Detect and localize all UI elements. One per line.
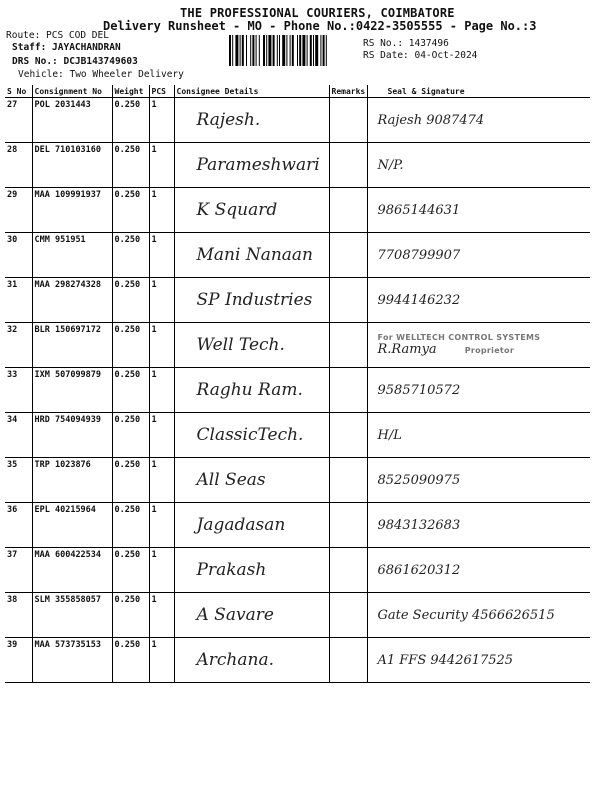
cell-consignee: Raghu Ram. (174, 368, 329, 413)
col-header-pcs: PCS (149, 85, 174, 98)
drs-text: DRS No.: DCJB143749603 (12, 56, 138, 67)
cell-consignee: Archana. (174, 638, 329, 683)
barcode-icon (229, 35, 357, 66)
rs-number: RS No.: 1437496 (363, 38, 449, 49)
staff-text: Staff: JAYACHANDRAN (12, 42, 121, 53)
cell-sno: 29 (5, 188, 32, 233)
cell-consignment-no: IXM 507099879 (32, 368, 112, 413)
table-header-row (5, 85, 590, 98)
cell-remarks (329, 503, 367, 548)
cell-weight: 0.250 (112, 638, 149, 683)
cell-signature (367, 323, 590, 368)
rs-date: RS Date: 04-Oct-2024 (363, 50, 478, 61)
company-stamp: For WELLTECH CONTROL SYSTEMS (377, 333, 541, 342)
cell-consignee: K Squard (174, 188, 329, 233)
cell-remarks (329, 143, 367, 188)
cell-remarks (329, 323, 367, 368)
cell-consignment-no: DEL 710103160 (32, 143, 112, 188)
cell-remarks (329, 188, 367, 233)
cell-pcs: 1 (149, 503, 174, 548)
table-row (5, 233, 590, 278)
cell-consignment-no: MAA 600422534 (32, 548, 112, 593)
cell-remarks (329, 593, 367, 638)
table-row (5, 593, 590, 638)
cell-sno: 35 (5, 458, 32, 503)
signature-text: R.Ramya (377, 342, 437, 357)
cell-signature: 7708799907 (367, 233, 590, 278)
table-row (5, 413, 590, 458)
cell-weight: 0.250 (112, 278, 149, 323)
cell-sno: 28 (5, 143, 32, 188)
cell-consignment-no: SLM 355858057 (32, 593, 112, 638)
cell-sno: 33 (5, 368, 32, 413)
cell-sno: 39 (5, 638, 32, 683)
cell-consignment-no: MAA 109991937 (32, 188, 112, 233)
cell-consignment-no: TRP 1023876 (32, 458, 112, 503)
runsheet-subtitle: Delivery Runsheet - MO - Phone No.:0422-3505555 - Page No.:3 (103, 19, 537, 33)
cell-consignee: Well Tech. (174, 323, 329, 368)
vehicle-text: Vehicle: Two Wheeler Delivery (18, 69, 184, 80)
cell-consignment-no: HRD 754094939 (32, 413, 112, 458)
table-row (5, 548, 590, 593)
table-row (5, 458, 590, 503)
table-row (5, 323, 590, 368)
cell-signature: Gate Security 4566626515 (367, 593, 590, 638)
cell-consignment-no: EPL 40215964 (32, 503, 112, 548)
cell-signature: 6861620312 (367, 548, 590, 593)
table-row (5, 278, 590, 323)
cell-weight: 0.250 (112, 143, 149, 188)
cell-weight: 0.250 (112, 548, 149, 593)
col-header-consignment: Consignment No (32, 85, 112, 98)
cell-signature: 9585710572 (367, 368, 590, 413)
cell-consignee: Rajesh. (174, 98, 329, 143)
cell-consignee: Prakash (174, 548, 329, 593)
cell-pcs: 1 (149, 638, 174, 683)
cell-remarks (329, 233, 367, 278)
cell-signature: H/L (367, 413, 590, 458)
cell-weight: 0.250 (112, 503, 149, 548)
cell-remarks (329, 413, 367, 458)
cell-consignee: ClassicTech. (174, 413, 329, 458)
cell-weight: 0.250 (112, 98, 149, 143)
cell-remarks (329, 98, 367, 143)
cell-pcs: 1 (149, 98, 174, 143)
cell-sno: 36 (5, 503, 32, 548)
cell-weight: 0.250 (112, 368, 149, 413)
cell-consignee: Mani Nanaan (174, 233, 329, 278)
cell-weight: 0.250 (112, 458, 149, 503)
cell-remarks (329, 458, 367, 503)
cell-consignee: Jagadasan (174, 503, 329, 548)
cell-remarks (329, 368, 367, 413)
col-header-sno: S No (5, 85, 32, 98)
cell-sno: 38 (5, 593, 32, 638)
cell-pcs: 1 (149, 548, 174, 593)
table-row (5, 503, 590, 548)
col-header-weight: Weight (112, 85, 149, 98)
cell-weight: 0.250 (112, 593, 149, 638)
cell-sno: 34 (5, 413, 32, 458)
col-header-consignee: Consignee Details (174, 85, 329, 98)
cell-consignment-no: MAA 573735153 (32, 638, 112, 683)
stamp-role: Proprietor (464, 346, 515, 355)
route-text: Route: PCS COD DEL (6, 30, 109, 41)
cell-consignment-no: BLR 150697172 (32, 323, 112, 368)
cell-signature: 8525090975 (367, 458, 590, 503)
cell-pcs: 1 (149, 593, 174, 638)
cell-pcs: 1 (149, 368, 174, 413)
table-row (5, 143, 590, 188)
cell-signature: 9944146232 (367, 278, 590, 323)
cell-sno: 32 (5, 323, 32, 368)
table-row (5, 188, 590, 233)
cell-signature: Rajesh 9087474 (367, 98, 590, 143)
cell-pcs: 1 (149, 188, 174, 233)
cell-sno: 37 (5, 548, 32, 593)
company-title: THE PROFESSIONAL COURIERS, COIMBATORE (180, 6, 455, 20)
cell-signature: 9843132683 (367, 503, 590, 548)
cell-weight: 0.250 (112, 413, 149, 458)
cell-sno: 30 (5, 233, 32, 278)
cell-sno: 27 (5, 98, 32, 143)
cell-consignment-no: CMM 951951 (32, 233, 112, 278)
col-header-signature: Seal & Signature (367, 85, 590, 98)
table-row (5, 638, 590, 683)
cell-consignment-no: POL 2031443 (32, 98, 112, 143)
cell-signature: A1 FFS 9442617525 (367, 638, 590, 683)
cell-remarks (329, 548, 367, 593)
cell-weight: 0.250 (112, 323, 149, 368)
cell-signature: N/P. (367, 143, 590, 188)
cell-signature: 9865144631 (367, 188, 590, 233)
cell-consignee: Parameshwari (174, 143, 329, 188)
cell-pcs: 1 (149, 278, 174, 323)
cell-pcs: 1 (149, 233, 174, 278)
cell-pcs: 1 (149, 323, 174, 368)
cell-consignee: A Savare (174, 593, 329, 638)
cell-pcs: 1 (149, 413, 174, 458)
col-header-remarks: Remarks (329, 85, 367, 98)
cell-weight: 0.250 (112, 188, 149, 233)
cell-sno: 31 (5, 278, 32, 323)
table-row (5, 368, 590, 413)
cell-weight: 0.250 (112, 233, 149, 278)
runsheet-table (5, 85, 590, 683)
cell-consignee: All Seas (174, 458, 329, 503)
cell-consignment-no: MAA 298274328 (32, 278, 112, 323)
cell-pcs: 1 (149, 143, 174, 188)
cell-consignee: SP Industries (174, 278, 329, 323)
cell-pcs: 1 (149, 458, 174, 503)
cell-remarks (329, 278, 367, 323)
table-row (5, 98, 590, 143)
cell-remarks (329, 638, 367, 683)
